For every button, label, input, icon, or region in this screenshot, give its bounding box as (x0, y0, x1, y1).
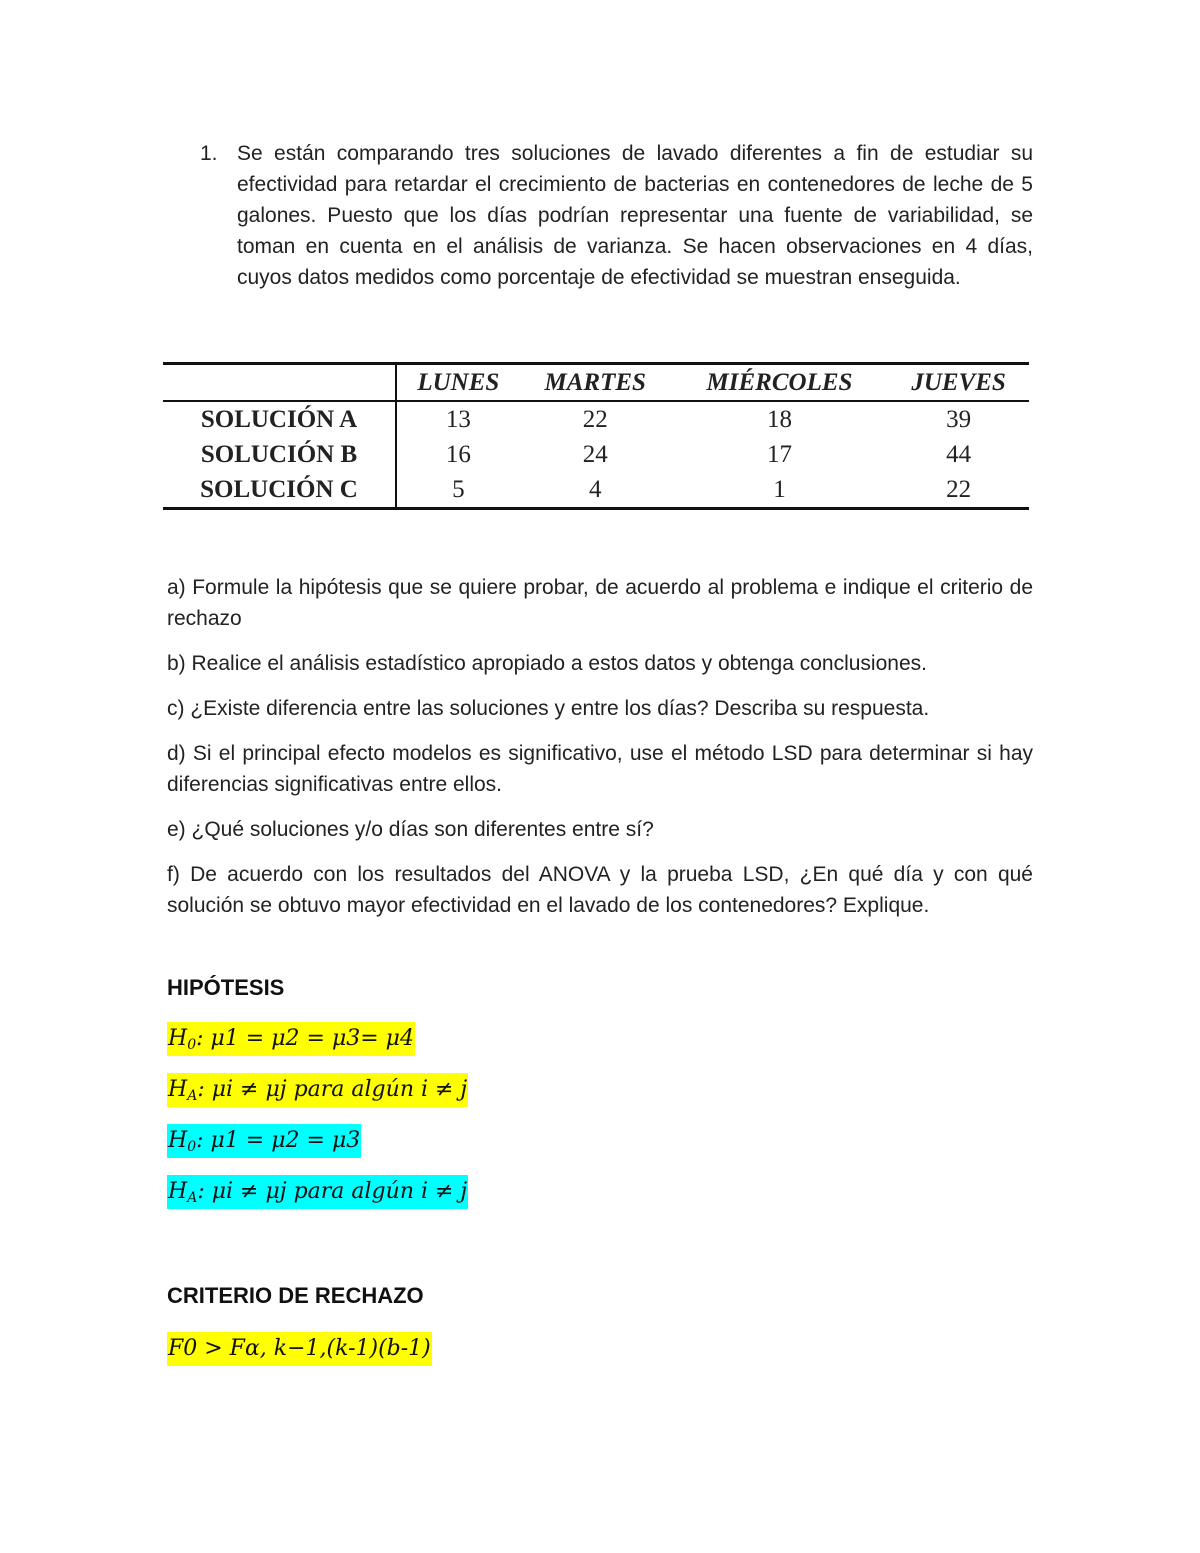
table-header-row (163, 364, 1029, 402)
formula-subscript: A (187, 1190, 198, 1206)
question-c: c) ¿Existe diferencia entre las soluciones y entre los días? Describa su respuesta. (167, 697, 930, 720)
ha-days-formula (167, 1073, 468, 1107)
col-header-lunes: LUNES (417, 368, 500, 396)
formula-subscript: 0 (187, 1139, 197, 1155)
rejection-criterion-heading: CRITERIO DE RECHAZO (167, 1283, 424, 1308)
formula-symbol: H (168, 1128, 188, 1153)
formula-text: : μ1 = μ2 = μ3 (196, 1128, 361, 1153)
question-b: b) Realice el análisis estadístico apropiado a estos datos y obtenga conclusiones. (167, 652, 927, 675)
formula-text: : μi ≠ μj para algún i ≠ j (197, 1077, 468, 1102)
table-cell: 24 (582, 440, 608, 468)
table-cell: 5 (452, 475, 465, 503)
question-d: d) Si el principal efecto modelos es significativo, use el método LSD para determinar si hay diferencias significativas entre ellos. (167, 742, 1033, 796)
formula-subscript: 0 (187, 1037, 197, 1053)
question-a: a) Formule la hipótesis que se quiere probar, de acuerdo al problema e indique el criterio de rechazo (167, 576, 1033, 630)
table-cell: 13 (445, 405, 471, 433)
table-cell: 22 (946, 475, 972, 503)
col-header-martes: MARTES (544, 368, 646, 396)
table-cell: 1 (773, 475, 786, 503)
question-e: e) ¿Qué soluciones y/o días son diferentes entre sí? (167, 818, 654, 841)
table-cell: 39 (946, 405, 972, 433)
h0-days-formula (167, 1022, 415, 1056)
rejection-criterion-formula: F0 > Fα, k−1,(k-1)(b-1) (167, 1332, 432, 1366)
table-row (163, 401, 1029, 437)
table-row (163, 437, 1029, 472)
h0-solutions-formula (167, 1124, 361, 1158)
formula-symbol: H (168, 1026, 188, 1051)
question-f: f) De acuerdo con los resultados del ANOVA y la prueba LSD, ¿En qué día y con qué solución se obtuvo mayor efectividad en el lavado de los contenedores? Explique. (167, 863, 1033, 917)
problem-number: 1. (200, 142, 218, 165)
formula-text: : μi ≠ μj para algún i ≠ j (197, 1179, 468, 1204)
row-label-solucion-c: SOLUCIÓN C (163, 472, 396, 509)
table-cell: 16 (445, 440, 471, 468)
table-row (163, 472, 1029, 509)
formula-symbol: H (168, 1179, 188, 1204)
effectiveness-table (163, 362, 1029, 510)
table-corner (163, 364, 396, 402)
formula-subscript: A (187, 1088, 198, 1104)
table-cell: 22 (582, 405, 608, 433)
col-header-miercoles: MIÉRCOLES (706, 368, 853, 396)
row-label-solucion-b: SOLUCIÓN B (163, 437, 396, 472)
table-cell: 44 (946, 440, 972, 468)
col-header-jueves: JUEVES (911, 368, 1006, 396)
hypothesis-heading: HIPÓTESIS (167, 975, 285, 1000)
questions-list (167, 572, 1033, 935)
table-cell: 17 (766, 440, 792, 468)
table-cell: 18 (766, 405, 792, 433)
row-label-solucion-a: SOLUCIÓN A (163, 401, 396, 437)
ha-solutions-formula (167, 1175, 468, 1209)
problem-statement (200, 138, 1033, 293)
formula-symbol: H (168, 1077, 188, 1102)
table-cell: 4 (588, 475, 602, 503)
formula-text: : μ1 = μ2 = μ3= μ4 (196, 1026, 414, 1051)
problem-text: Se están comparando tres soluciones de lavado diferentes a fin de estudiar su efectividad para retardar el crecimiento de bacterias en contenedores de leche de 5 galones. Puesto que los días podrían representar una fuente de variabilidad, se toman en cuenta en el análisis de varianza. Se hacen observaciones en 4 días, cuyos datos medidos como porcentaje de efectividad se muestran enseguida. (237, 142, 1033, 289)
